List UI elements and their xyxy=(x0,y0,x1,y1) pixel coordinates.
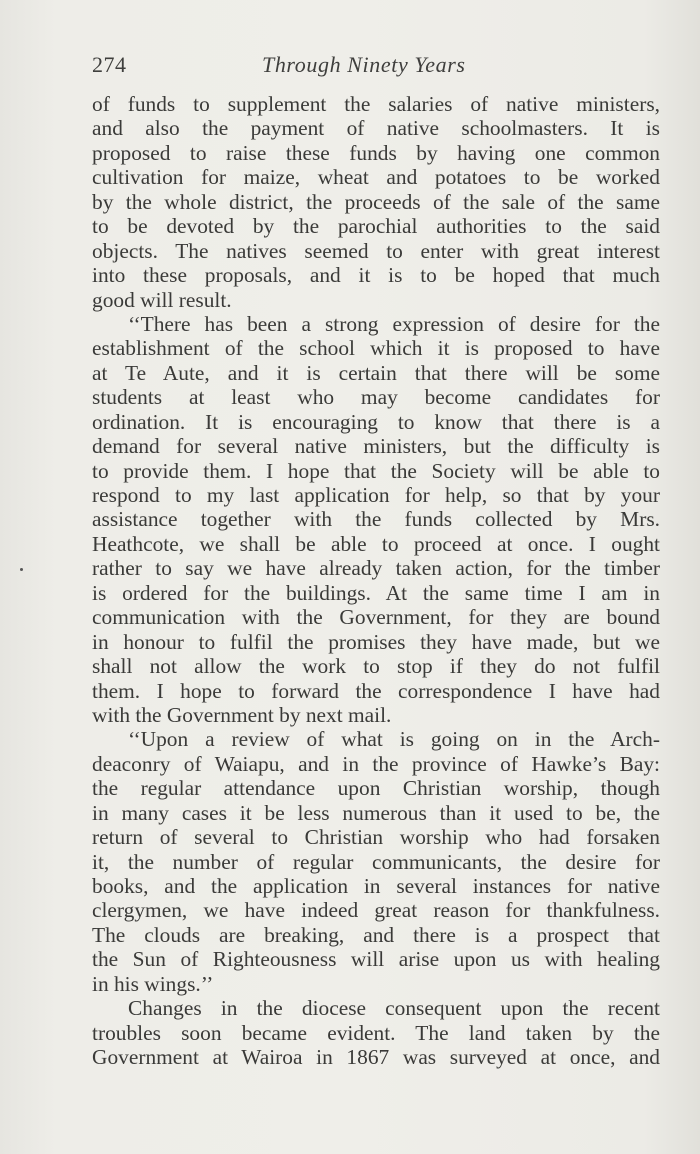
text-line: objects. The natives seemed to enter with great interest xyxy=(92,238,660,263)
text-line: books, and the application in several instances for native xyxy=(92,874,660,898)
text-line: the regular attendance upon Christian worship, though xyxy=(92,776,660,801)
text-line: ‘‘There has been a strong expression of desire for the xyxy=(128,311,660,336)
text-line: deaconry of Waiapu, and in the province of Hawke’s Bay: xyxy=(92,751,660,776)
page-number: 274 xyxy=(92,52,127,77)
text-line: The clouds are breaking, and there is a prospect that xyxy=(92,922,660,947)
text-line: cultivation for maize, wheat and potatoes to be worked xyxy=(92,165,660,190)
text-line: shall not allow the work to stop if they do not fulfil xyxy=(92,654,660,679)
paper-speck xyxy=(20,568,23,571)
text-line: demand for several native ministers, but the difficulty is xyxy=(92,434,660,459)
text-line: with the Government by next mail. xyxy=(92,702,392,727)
text-line: communication with the Government, for they are bound xyxy=(92,605,660,630)
text-line: into these proposals, and it is to be hoped that much xyxy=(92,263,660,288)
text-line: proposed to raise these funds by having one common xyxy=(92,140,660,165)
text-line: them. I hope to forward the correspondence I have had xyxy=(92,678,660,703)
text-line: good will result. xyxy=(92,287,232,312)
text-line: by the whole district, the proceeds of the sale of the same xyxy=(92,189,660,214)
page-header xyxy=(92,52,660,82)
text-line: troubles soon became evident. The land taken by the xyxy=(92,1020,660,1045)
text-line: at Te Aute, and it is certain that there will be some xyxy=(92,360,660,385)
text-line: clergymen, we have indeed great reason for thankfulness. xyxy=(92,898,660,923)
text-line: ‘‘Upon a review of what is going on in the Arch- xyxy=(128,727,660,752)
text-line: to be devoted by the parochial authorities to the said xyxy=(92,214,660,239)
text-line: is ordered for the buildings. At the same time I am in xyxy=(92,580,660,605)
text-line: and also the payment of native schoolmasters. It is xyxy=(92,116,660,141)
text-line: to provide them. I hope that the Society will be able to xyxy=(92,458,660,483)
text-line: of funds to supplement the salaries of native ministers, xyxy=(92,92,660,116)
running-title: Through Ninety Years xyxy=(262,52,466,77)
text-line: students at least who may become candidates for xyxy=(92,385,660,410)
text-line: ordination. It is encouraging to know that there is a xyxy=(92,409,660,434)
text-line: Government at Wairoa in 1867 was surveyed at once, and xyxy=(92,1045,660,1070)
body-text xyxy=(92,92,660,1070)
text-line: in his wings.’’ xyxy=(92,971,214,996)
text-line: return of several to Christian worship who had forsaken xyxy=(92,825,660,850)
text-line: the Sun of Righteousness will arise upon us with healing xyxy=(92,947,660,972)
text-line: in many cases it be less numerous than it used to be, the xyxy=(92,800,660,825)
text-line: establishment of the school which it is proposed to have xyxy=(92,336,660,361)
text-line: assistance together with the funds collected by Mrs. xyxy=(92,507,660,532)
text-line: respond to my last application for help, so that by your xyxy=(92,483,660,507)
text-line: in honour to fulfil the promises they have made, but we xyxy=(92,629,660,654)
text-line: rather to say we have already taken action, for the timber xyxy=(92,556,660,581)
text-line: Changes in the diocese consequent upon the recent xyxy=(128,996,660,1021)
text-line: it, the number of regular communicants, the desire for xyxy=(92,849,660,874)
text-line: Heathcote, we shall be able to proceed at once. I ought xyxy=(92,531,660,556)
